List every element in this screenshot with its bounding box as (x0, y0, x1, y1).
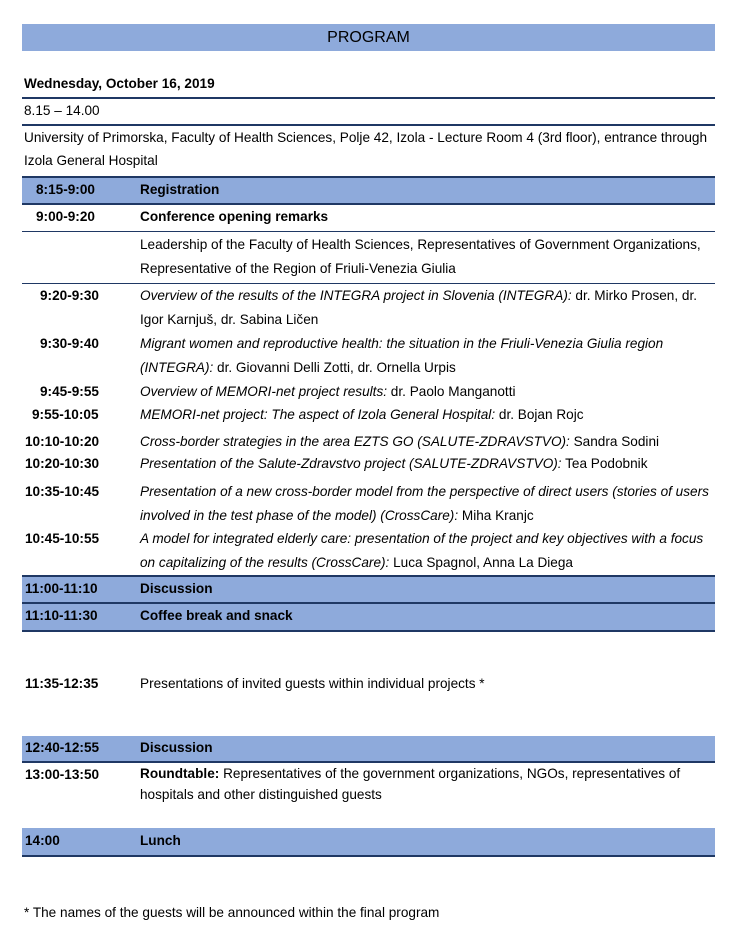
session-description: Presentations of invited guests within individual projects * (140, 676, 485, 691)
time-slot: 9:45-9:55 (40, 384, 99, 399)
talk-entry (140, 380, 713, 404)
talk-speakers: dr. Giovanni Delli Zotti, dr. Ornella Urpis (213, 360, 456, 375)
talk-speakers: Luca Spagnol, Anna La Diega (389, 555, 573, 570)
schedule-row-talk (22, 332, 715, 380)
time-slot: 9:20-9:30 (40, 288, 99, 303)
time-slot: 14:00 (25, 833, 60, 848)
talk-entry (140, 527, 713, 575)
time-slot: 10:10-10:20 (25, 434, 100, 449)
session-title: Conference opening remarks (140, 209, 329, 224)
talk-speakers: dr. Bojan Rojc (495, 407, 584, 422)
divider (22, 630, 715, 632)
talk-entry (140, 332, 713, 380)
talk-entry (140, 284, 713, 332)
time-slot: 9:30-9:40 (40, 336, 99, 351)
session-title: Registration (140, 182, 220, 197)
footnote: * The names of the guests will be announced within the final program (24, 905, 440, 920)
schedule-row-discussion (22, 736, 715, 761)
schedule-row-talk (22, 403, 715, 427)
talk-title: Presentation of the Salute-Zdravstvo project (SALUTE-ZDRAVSTVO): (140, 456, 562, 471)
talk-title: Migrant women and reproductive health: the situation in the Friuli-Venezia Giulia region (INTEGRA): (140, 336, 664, 375)
talk-speakers: Sandra Sodini (569, 434, 660, 449)
time-slot: 9:00-9:20 (36, 209, 95, 224)
schedule-row-talk (22, 527, 715, 575)
time-slot: 11:00-11:10 (25, 581, 98, 596)
page-title: PROGRAM (327, 29, 410, 46)
session-title: Discussion (140, 740, 213, 755)
session-text: Representatives of the government organizations, NGOs, representatives of hospitals and other distinguished guests (140, 766, 681, 802)
talk-entry (140, 403, 713, 427)
event-hours: 8.15 – 14.00 (24, 103, 100, 118)
schedule-row-invited-guests (22, 672, 715, 696)
event-venue: University of Primorska, Faculty of Health Sciences, Polje 42, Izola - Lecture Room 4 (3rd floor), entrance through Izola General Hospital (24, 130, 708, 168)
talk-entry (140, 452, 713, 476)
session-title: Lunch (140, 833, 181, 848)
talk-title: A model for integrated elderly care: presentation of the project and key objectives with a focus on capitalizing of the results (CrossCare): (140, 531, 704, 570)
schedule-row-talk (22, 452, 715, 476)
divider (22, 855, 715, 857)
talk-speakers: Miha Kranjc (458, 508, 534, 523)
time-slot: 9:55-10:05 (32, 407, 99, 422)
talk-title: Overview of the results of the INTEGRA project in Slovenia (INTEGRA): (140, 288, 572, 303)
schedule-row-talk (22, 430, 715, 454)
session-lead: Roundtable: (140, 766, 220, 781)
talk-title: Overview of MEMORI-net project results: (140, 384, 388, 399)
schedule-row-talk (22, 284, 715, 332)
divider (22, 231, 715, 232)
time-slot: 11:10-11:30 (25, 608, 98, 623)
schedule-row-roundtable (22, 763, 715, 811)
session-description: Leadership of the Faculty of Health Sciences, Representatives of Government Organizations, Representative of the Region of Friuli-Venezia Giulia (140, 237, 701, 276)
talk-title: Cross-border strategies in the area EZTS GO (SALUTE-ZDRAVSTVO): (140, 434, 570, 449)
time-slot: 10:45-10:55 (25, 531, 100, 546)
talk-speakers: dr. Paolo Manganotti (387, 384, 516, 399)
schedule-row-talk (22, 480, 715, 528)
schedule-row-talk (22, 380, 715, 404)
schedule-row-discussion (22, 577, 715, 602)
talk-entry (140, 430, 713, 454)
divider (22, 176, 715, 178)
session-title: Discussion (140, 581, 213, 596)
talk-title: Presentation of a new cross-border model from the perspective of direct users (stories of users involved in the test phase of the model) (CrossCare): (140, 484, 709, 523)
time-slot: 11:35-12:35 (25, 676, 99, 691)
schedule-row-coffee-break (22, 604, 715, 630)
time-slot: 10:35-10:45 (25, 484, 100, 499)
time-slot: 13:00-13:50 (25, 767, 100, 782)
divider (22, 97, 715, 99)
event-date: Wednesday, October 16, 2019 (24, 76, 215, 91)
session-title: Coffee break and snack (140, 608, 293, 623)
schedule-row-lunch (22, 828, 715, 855)
session-description (140, 763, 713, 805)
program-banner (22, 24, 715, 51)
time-slot: 12:40-12:55 (25, 740, 100, 755)
talk-entry (140, 480, 713, 528)
schedule-row-registration (22, 177, 715, 204)
time-slot: 10:20-10:30 (25, 456, 100, 471)
time-slot: 8:15-9:00 (36, 182, 95, 197)
talk-speakers: dr. Mirko Prosen, dr. Igor Karnjuš, dr. Sabina Ličen (140, 288, 698, 327)
schedule-row-opening (22, 205, 715, 232)
schedule-row-opening-desc (22, 233, 715, 281)
talk-speakers: Tea Podobnik (561, 456, 648, 471)
talk-title: MEMORI-net project: The aspect of Izola General Hospital: (140, 407, 496, 422)
